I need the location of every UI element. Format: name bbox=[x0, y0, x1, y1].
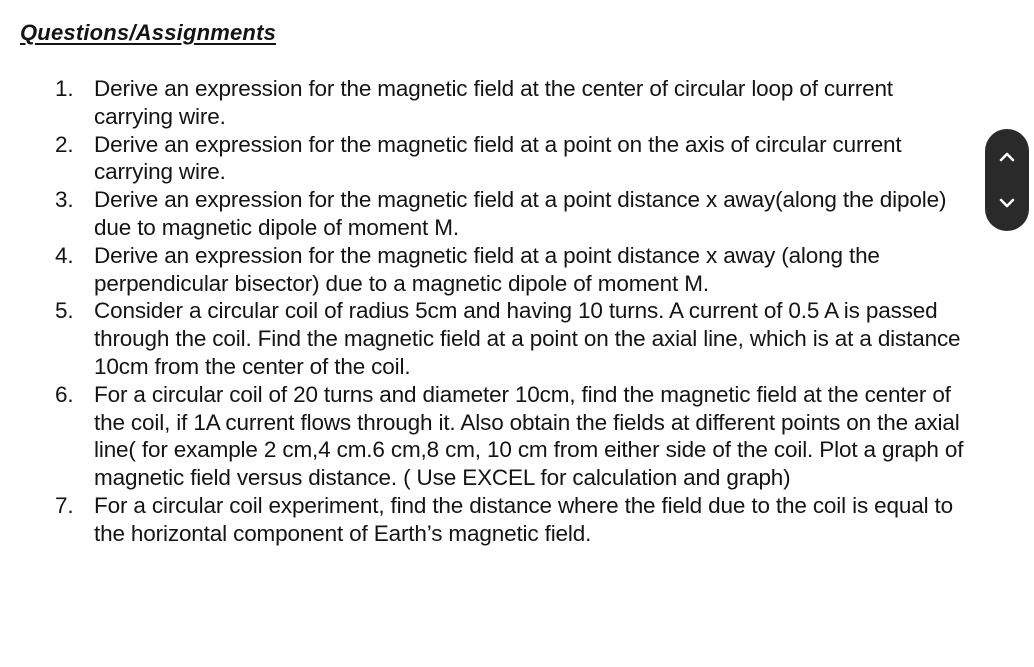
question-item bbox=[55, 297, 970, 380]
question-text: Consider a circular coil of radius 5cm and having 10 turns. A current of 0.5 A is passed through the coil. Find the magnetic field at a point on the axial line, which is at a distance 10cm from the center of the coil. bbox=[94, 298, 961, 379]
question-number: 3. bbox=[55, 187, 74, 213]
chevron-up-icon bbox=[997, 147, 1017, 167]
question-item bbox=[55, 492, 970, 548]
page-navigator bbox=[985, 129, 1029, 231]
question-item bbox=[55, 75, 970, 131]
page-title: Questions/Assignments bbox=[20, 20, 277, 45]
question-number: 6. bbox=[55, 381, 74, 407]
question-text: For a circular coil of 20 turns and diameter 10cm, find the magnetic field at the center of the coil, if 1A current flows through it. Also obtain the fields at different points on the axial line( for example 2 cm,4 cm.6 cm,8 cm, 10 cm from either side of the coil. Plot a graph of magnetic field versus distance. ( Use EXCEL for calculation and graph) bbox=[94, 381, 964, 491]
question-text: Derive an expression for the magnetic field at a point on the axis of circular current carrying wire. bbox=[94, 131, 902, 185]
question-item bbox=[55, 186, 970, 242]
previous-page-button[interactable] bbox=[985, 137, 1029, 177]
question-number: 2. bbox=[55, 131, 74, 157]
question-item bbox=[55, 131, 970, 187]
chevron-down-icon bbox=[997, 193, 1017, 213]
question-text: Derive an expression for the magnetic field at a point distance x away (along the perpendicular bisector) due to a magnetic dipole of moment M. bbox=[94, 242, 880, 296]
question-text: Derive an expression for the magnetic field at the center of circular loop of current carrying wire. bbox=[94, 76, 893, 129]
question-text: For a circular coil experiment, find the distance where the field due to the coil is equal to the horizontal component of Earth’s magnetic field. bbox=[94, 492, 954, 546]
question-item bbox=[55, 381, 970, 492]
next-page-button[interactable] bbox=[985, 183, 1029, 223]
question-number: 1. bbox=[55, 76, 74, 101]
question-number: 4. bbox=[55, 242, 74, 268]
question-list bbox=[55, 75, 970, 548]
question-number: 7. bbox=[55, 492, 74, 518]
question-number: 5. bbox=[55, 298, 74, 324]
question-item bbox=[55, 242, 970, 298]
question-text: Derive an expression for the magnetic field at a point distance x away(along the dipole) due to magnetic dipole of moment M. bbox=[94, 187, 947, 240]
